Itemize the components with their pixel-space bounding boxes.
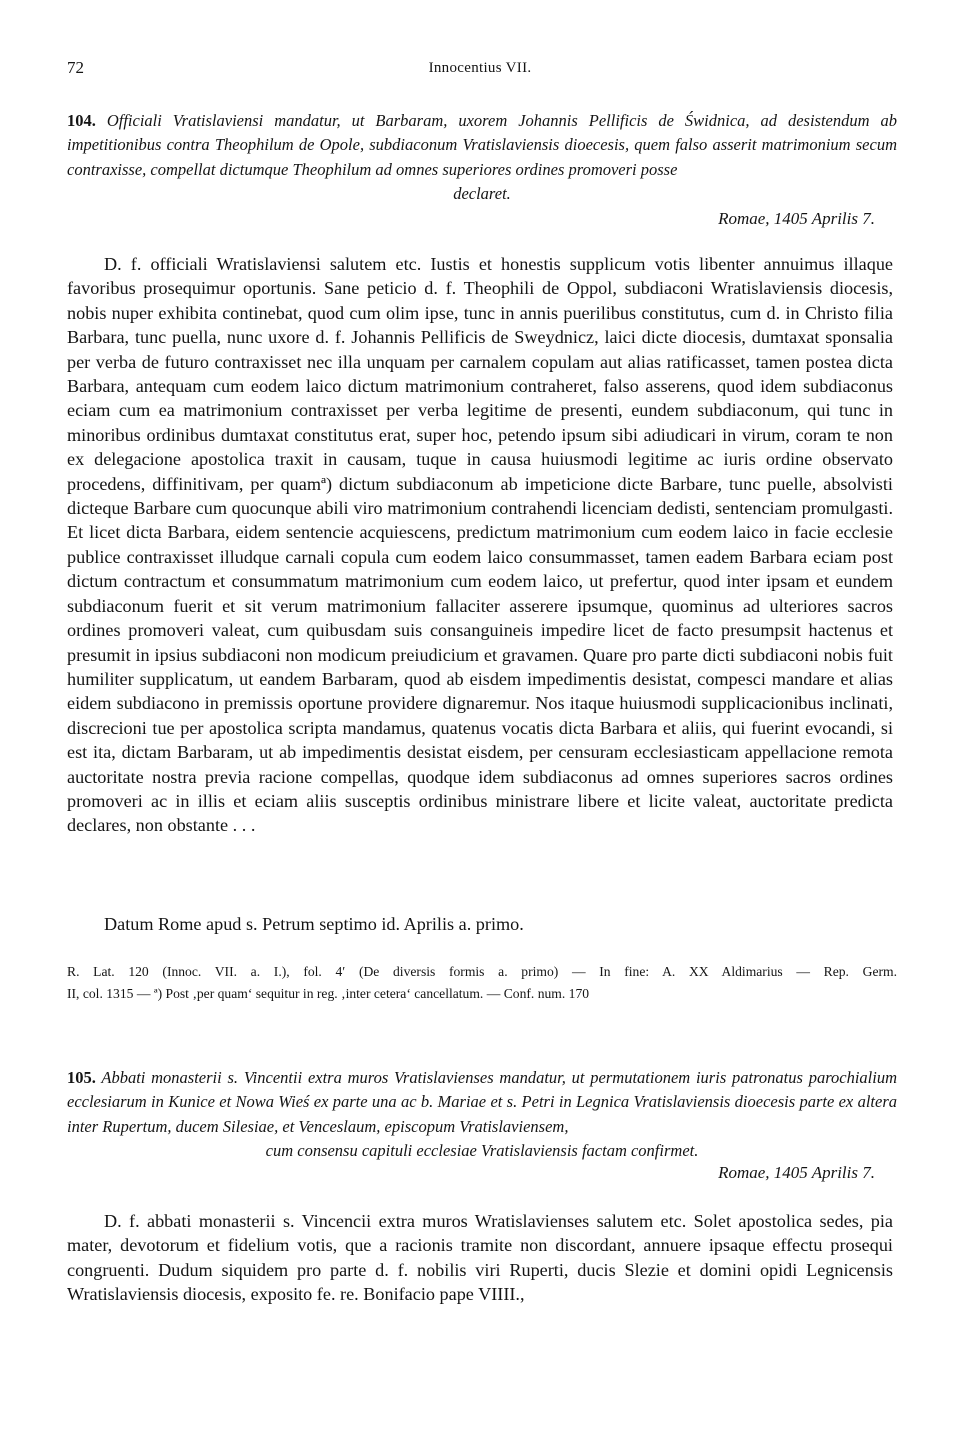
entry-105-body-paragraph: D. f. abbati monasterii s. Vincencii extra muros Wratislavienses salutem etc. Solet apostolica sedes, pia mater, devotorum et fidelium votis, que a racionis tramite non discordant, annuere ipsaque effectu prosequi congruenti. Dudum siquidem pro parte d. f. nobilis viri Ruperti, ducis Slezie et domini opidi Legnicensis Wratislaviensis diocesis, exposito fe. re. Bonifacio pape VIIII., bbox=[67, 1211, 893, 1305]
entry-104-footnote bbox=[67, 961, 897, 1005]
entry-104-datum: Datum Rome apud s. Petrum septimo id. Aprilis a. primo. bbox=[104, 914, 524, 934]
page-header bbox=[67, 58, 893, 82]
entry-105-summary-text: Abbati monasterii s. Vincentii extra muros Vratislavienses mandatur, ut permutationem iuris patronatus parochialium ecclesiarum in Kunice et Nowa Wieś ex parte una ac b. Mariae et s. Petri in Legnica Vratislaviensis dioecesis parte ex altera inter Rupertum, ducem Silesiae, et Venceslaum, episcopum Vratislaviensem, bbox=[67, 1068, 897, 1136]
entry-104-dateline: Romae, 1405 Aprilis 7. bbox=[718, 209, 875, 228]
running-title: Innocentius VII. bbox=[428, 60, 532, 76]
entry-104-number: 104. bbox=[67, 111, 96, 130]
entry-104-summary-text: Officiali Vratislaviensi mandatur, ut Barbaram, uxorem Johannis Pellificis de Świdnica, ad desistendum ab impetitionibus contra Theophilum de Opole, subdiaconum Vratislaviensis dioecesis, quem falso asserit matrimonium secum contraxisse, compellat dictumque Theophilum ad omnes superiores ordines promoveri posse bbox=[67, 111, 897, 179]
footnote-line-1: R. Lat. 120 (Innoc. VII. a. I.), fol. 4′ (De diversis formis a. primo) — In fine: A. XX Aldimarius — Rep. Germ. bbox=[67, 964, 897, 979]
entry-104-body-paragraph: D. f. officiali Wratislaviensi salutem etc. Iustis et honestis supplicum votis libenter annuimus illaque favoribus prosequimur oportunis. Sane peticio d. f. Theophili de Oppol, subdiaconi Wratislaviensis diocesis, nobis nuper exhibita continebat, quod cum olim ipse, tunc in annis puerilibus constitutus, cum d. in Christo filia Barbara, tunc puella, nunc uxore d. f. Johannis Pellificis de Sweydnicz, laici dicte diocesis, dumtaxat sponsalia per verba de futuro contraxisset nec illa unquam per carnalem copulam aut alias ratificasset, tamen postea dicta Barbara, antequam cum eodem laico dictum matrimonium contraheret, falso asserens, quod idem subdiaconus eciam cum ea matrimonium contraxisset per verba legitime de presenti, eundem subdiaconum, qui tunc in minoribus ordinibus dumtaxat constitutus erat, super hoc, petendo ipsum sibi adiudicari in virum, coram te non ex delegacione apostolica traxit in causam, tuque in causa huiusmodi legitime ac iuris ordine observato procedens, diffinitivam, per quamª) dictum subdiaconum ab impeticione dicte Barbare, tunc puelle, absolvisti dicteque Barbare cum quocunque abili viro matrimonium contrahendi licenciam dedisti, sentenciam promulgasti. Et licet dicta Barbara, eidem sentencie acquiescens, predictum matrimonium cum eodem laico in facie ecclesie publice contraxisset illudque carnali copula cum eodem laico consummasset, tamen eadem Barbara eciam post dictum contractum et consummatum matrimonium cum eodem laico, ut prefertur, quod inter ipsam et eundem subdiaconum fuerit et sit verum matrimonium fallaciter asserere ipsumque, quominus ad ulteriores sacros ordines promoveri valeat, cum quibusdam suis consanguineis impedire licet de facto presumpsit hactenus et presumit in ipsius subdiaconi non modicum preiudicium et gravamen. Quare pro parte dicti subdiaconi nobis fuit humiliter supplicatum, ut eandem Barbaram, quod ab eisdem impedimentis desistat, compesci mandare et alias eidem subdiacono in premissis oportune providere dignaremur. Nos itaque huiusmodi supplicacionibus inclinati, discrecioni tue per apostolica scripta mandamus, quatenus vocatis dicta Barbara et aliis, qui fuerint evocandi, si est ita, dictam Barbaram, ut ab impedimentis desistat eisdem, per censuram ecclesiasticam appellacione remota auctoritate nostra previa racione compellas, quodque idem subdiaconus ad omnes superiores sacros ordines promoveri ac in illis et eciam aliis susceptis ordinibus ministrare libere et licite valeat, auctoritate predicta declares, non obstante . . . bbox=[67, 254, 893, 836]
entry-105-summary bbox=[67, 1066, 897, 1163]
entry-104-body bbox=[67, 252, 893, 838]
entry-105-number: 105. bbox=[67, 1068, 96, 1087]
footnote-line-2: II, col. 1315 — ª) Post ‚per quam‘ sequitur in reg. ‚inter cetera‘ cancellatum. — Conf. num. 170 bbox=[67, 986, 590, 1001]
entry-105-dateline: Romae, 1405 Aprilis 7. bbox=[718, 1163, 875, 1182]
entry-104-summary bbox=[67, 109, 897, 206]
page-number: 72 bbox=[67, 58, 84, 77]
entry-105-body bbox=[67, 1209, 893, 1307]
entry-105-summary-end: cum consensu capituli ecclesiae Vratislaviensis factam confirmet. bbox=[265, 1140, 699, 1160]
entry-104-summary-end: declaret. bbox=[453, 183, 511, 203]
